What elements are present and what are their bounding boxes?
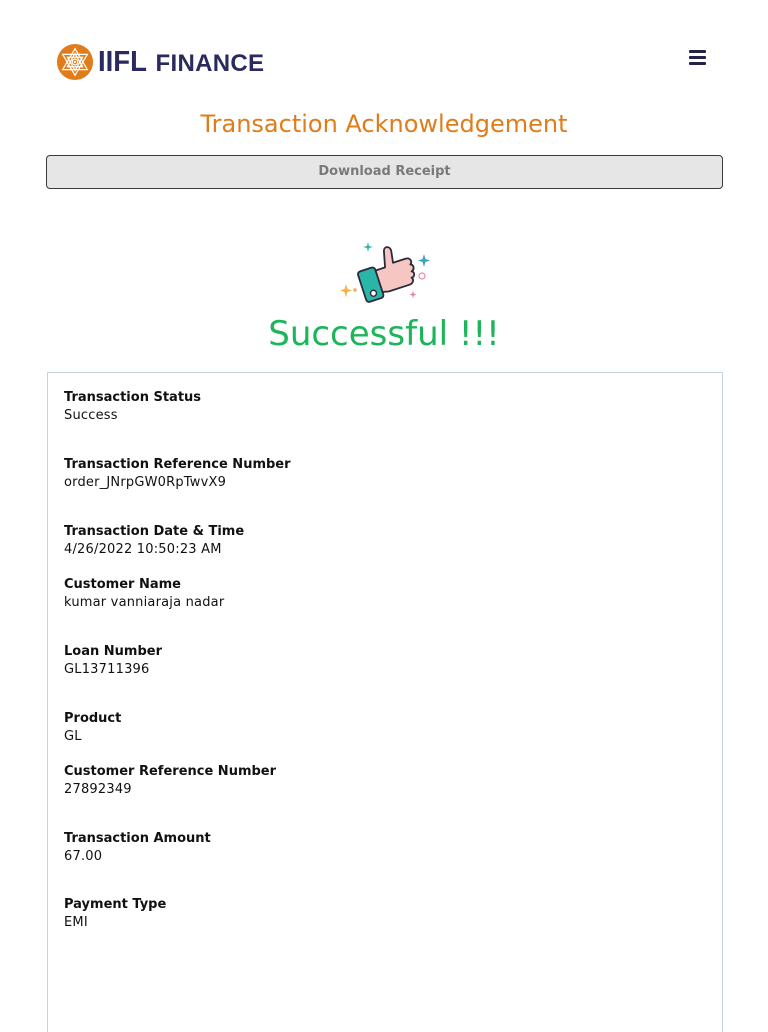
detail-value: 67.00 <box>64 849 103 864</box>
thumbs-up-icon <box>336 238 436 304</box>
brand-name-secondary: FINANCE <box>155 49 265 77</box>
detail-label: Transaction Reference Number <box>64 457 291 472</box>
detail-transaction-date-time <box>64 523 244 559</box>
transaction-details-card <box>47 372 723 1032</box>
detail-product <box>64 710 121 746</box>
sparkle-icon <box>340 284 352 297</box>
detail-label: Customer Reference Number <box>64 764 277 779</box>
detail-loan-number <box>64 643 162 679</box>
menu-bar <box>689 56 706 59</box>
detail-label: Loan Number <box>64 644 162 659</box>
detail-label: Customer Name <box>64 577 181 592</box>
detail-value: GL13711396 <box>64 662 150 677</box>
detail-transaction-status <box>64 389 201 425</box>
detail-value: 4/26/2022 10:50:23 AM <box>64 542 222 557</box>
detail-customer-reference-number <box>64 763 276 799</box>
detail-label: Payment Type <box>64 897 167 912</box>
detail-value: GL <box>64 729 82 744</box>
success-message: Successful !!! <box>268 314 500 354</box>
brand-name-primary: IIFL <box>98 45 147 78</box>
detail-value: EMI <box>64 915 88 930</box>
detail-transaction-amount <box>64 830 211 866</box>
download-receipt-button[interactable]: Download Receipt <box>46 155 723 189</box>
header <box>0 0 768 100</box>
menu-bar <box>689 50 706 53</box>
shri-yantra-logo-icon <box>56 43 94 81</box>
detail-label: Transaction Status <box>64 390 202 405</box>
detail-label: Transaction Date & Time <box>64 524 245 539</box>
detail-value: kumar vanniaraja nadar <box>64 595 225 610</box>
detail-label: Product <box>64 711 122 726</box>
hamburger-menu-icon[interactable] <box>684 44 710 70</box>
detail-customer-name <box>64 576 224 612</box>
detail-label: Transaction Amount <box>64 831 211 846</box>
sparkle-icon <box>418 254 430 267</box>
detail-payment-type <box>64 896 166 932</box>
detail-value: Success <box>64 408 118 423</box>
page-title: Transaction Acknowledgement <box>200 110 568 138</box>
detail-value: 27892349 <box>64 782 132 797</box>
brand-wordmark <box>98 46 264 79</box>
sparkle-icon <box>363 242 373 252</box>
brand-logo[interactable] <box>56 42 264 82</box>
detail-value: order_JNrpGW0RpTwvX9 <box>64 475 227 490</box>
detail-transaction-reference-number <box>64 456 291 492</box>
menu-bar <box>689 62 706 65</box>
